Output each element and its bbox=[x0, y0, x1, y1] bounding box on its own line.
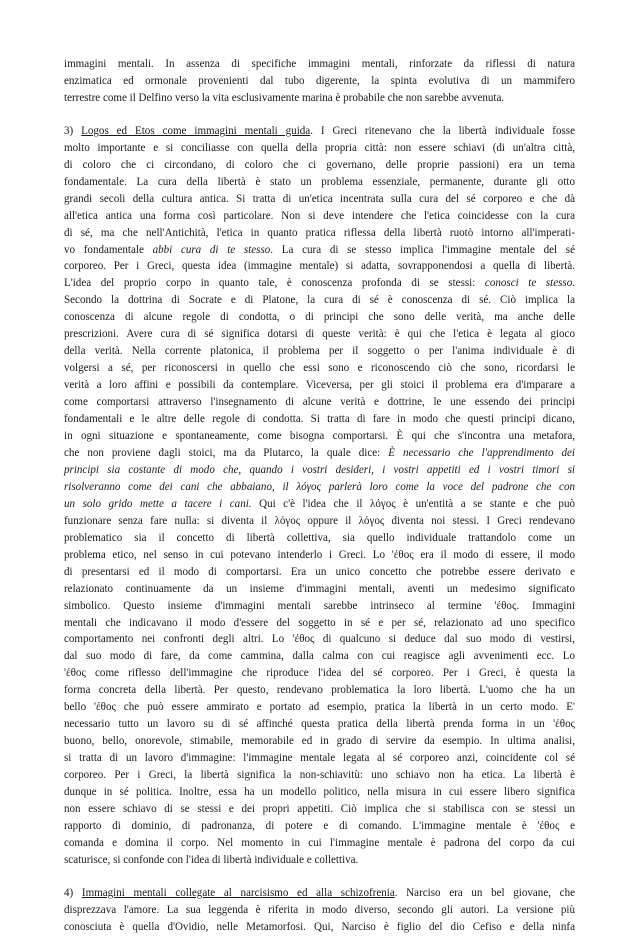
text-line bbox=[64, 445, 575, 462]
text-line: problematico sia il concetto di libertà collettiva, sia quello individuale trattandolo come un bbox=[64, 531, 575, 544]
text-line: come comportarsi attraverso l'insegnamento di alcune verità e dottrine, le une essendo dei principi bbox=[64, 396, 575, 409]
text-line: si tratta di un lavoro d'immagine: l'immagine mentale legata al sé corporeo anzi, coincidente col sé bbox=[64, 752, 575, 765]
text-line: molto importante e si conciliasse con quella della propria città: non essere schiavi (di un'altra città, bbox=[64, 141, 575, 154]
text-line: in ogni situazione e spontaneamente, come bisogna comportarsi. È qui che s'incontra una metafora, bbox=[64, 430, 575, 443]
text-line: principi sia costante di modo che, quando i vostri desideri, i vostri appetiti ed i vostri timori si bbox=[64, 463, 575, 476]
intro-paragraph bbox=[64, 56, 575, 107]
text-line: fondamentale. La cura della libertà è stato un problema essenziale, permanente, durante gli otto bbox=[64, 175, 575, 188]
text-line: comportamento nei confronti degli altri. Lo 'έθος di qualcuno si deduce dal suo modo di vestirsi, bbox=[64, 633, 575, 646]
text-line bbox=[64, 885, 575, 902]
text-line: Secondo la dottrina di Socrate e di Platone, la cura di sé è conoscenza di sé. Ciò implica la bbox=[64, 294, 575, 307]
text-line: corporeo. Per i Greci, la libertà significa la non-schiavitù: uno schiavo non ha etica. La libertà è bbox=[64, 769, 575, 782]
text-line bbox=[64, 242, 575, 259]
text-line: relazionato continuamente da un insieme d'immagini mentali, aventi un medesimo significato bbox=[64, 582, 575, 595]
text-line: funzionare senza fare nulla: si diventa il λόγος oppure il λόγος diventa noi stessi. I Greci rendevano bbox=[64, 514, 575, 527]
text-line: mentali che indicavano il modo d'essere del soggetto in sé e per sé, relazionato ad uno specifico bbox=[64, 616, 575, 629]
text-line: volgersi a sé, per riconoscersi in quello che essi sono e riconoscendo ciò che sono, ricordarsi le bbox=[64, 362, 575, 375]
text-run: . La cura di se stesso implica l'immagine mentale del sé bbox=[270, 243, 575, 256]
text-line: enzimatica ed ormonale provenienti dal tubo digerente, la spinta evolutiva di un mammifero bbox=[64, 74, 575, 87]
text-run: . Narciso era un bel giovane, che bbox=[394, 886, 576, 899]
text-line: buono, bello, onorevole, stimabile, memorabile ed in grado di servire da esempio. In ultima analisi, bbox=[64, 735, 575, 748]
text-run: vo fondamentale bbox=[64, 243, 153, 256]
text-line: conoscenza di alcune regole di condotta, o di principi che sono delle verità, ma anche delle bbox=[64, 311, 575, 324]
text-line: all'etica antica una forma così particolare. Non si deve intendere che l'etica coincidesse con la cura bbox=[64, 209, 575, 222]
text-run: Qui c'è l'idea che il λόγος è un'entità a se stante e che può bbox=[251, 497, 575, 510]
section-3-heading: Logos ed Etos come immagini mentali guida bbox=[81, 124, 311, 137]
text-line: 'έθος come riflesso dell'immagine che riproduce l'idea del sé corporeo. Per i Greci, è questa la bbox=[64, 667, 575, 680]
text-line: verità a loro affini e possibili da contemplare. Viceversa, per gli stoici il problema era d'imparare a bbox=[64, 379, 575, 392]
text-line: terrestre come il Delfino verso la vita esclusivamente marina è probabile che non sarebbe avvenuta. bbox=[64, 91, 505, 104]
italic-phrase: È necessario che l'apprendimento dei bbox=[388, 446, 575, 459]
text-line: comanda e domina il corpo. Nel momento in cui l'immagine mentale è padrona del corpo da cui bbox=[64, 836, 575, 849]
document-page bbox=[64, 56, 575, 936]
italic-phrase: conosci te stesso. bbox=[484, 277, 575, 290]
text-line: della verità. Nella corrente platonica, il problema per il soggetto o per l'anima individuale è di bbox=[64, 345, 575, 358]
section-3-number: 3) bbox=[64, 124, 82, 137]
text-line: simbolico. Questo insieme d'immagini mentali sarebbe intrinseco al termine 'έθος. Immagini bbox=[64, 599, 575, 612]
text-line: corporeo. Per i Greci, questa idea (immagine mentale) si adatta, sovrapponendosi a quella di libertà. bbox=[64, 260, 575, 273]
text-line: dunque in sé politica. Inoltre, essa ha un modello politico, nella misura in cui essere libero significa bbox=[64, 786, 575, 799]
text-line: problema etico, nel senso in cui potevano intenderlo i Greci. Lo 'έθος era il modo di essere, il modo bbox=[64, 548, 575, 561]
text-line: non essere schiavo di se stessi e dei propri appetiti. Ciò implica che si stabilisca con se stessi un bbox=[64, 802, 575, 815]
section-4-paragraph bbox=[64, 885, 575, 936]
text-line: scaturisce, si confonde con l'idea di libertà individuale e collettiva. bbox=[64, 853, 359, 866]
text-run: . I Greci ritenevano che la libertà individuale fosse bbox=[310, 124, 576, 137]
text-line: disprezzava l'amore. La sua leggenda è riferita in modo diverso, secondo gli autori. La versione più bbox=[64, 903, 575, 916]
italic-phrase: un solo grido mette a tacere i cani. bbox=[64, 497, 252, 510]
text-line: prescrizioni. Avere cura di sé significa dotarsi di queste verità: è qui che l'etica è legata al gioco bbox=[64, 328, 575, 341]
text-line: immagini mentali. In assenza di specifiche immagini mentali, rinforzate da riflessi di natura bbox=[64, 58, 575, 70]
text-line: di presentarsi ed il modo di comportarsi. Era un unico concetto che potrebbe essere derivato e bbox=[64, 565, 575, 578]
section-3-paragraph bbox=[64, 123, 575, 869]
text-line: rapporto di dominio, di padronanza, di potere e di comando. L'immagine mentale è 'έθος e bbox=[64, 819, 575, 832]
text-line: risolveranno come dei cani che abbaiano, il λόγος parlerà loro come la voce del padrone che con bbox=[64, 480, 575, 493]
text-line bbox=[64, 275, 575, 292]
text-line: fondamentali e le altre delle regole di condotta. Si tratta di fare in modo che questi principi dicano, bbox=[64, 413, 575, 426]
text-line: conosciuta è quella d'Ovidio, nelle Metamorfosi. Qui, Narciso è figlio del dio Cefiso e della ninfa bbox=[64, 920, 575, 933]
text-line bbox=[64, 123, 575, 140]
text-run: L'idea del proprio corpo in quanto tale, è conoscenza profonda di se stessi: bbox=[64, 277, 485, 290]
text-line: dal suo modo di fare, da come cammina, dalla calma con cui reagisce agli avvenimenti ecc. Lo bbox=[64, 650, 575, 663]
text-line: grandi secoli della cultura antica. Si tratta di un'etica incentrata sulla cura del sé corporeo e che dà bbox=[64, 192, 575, 205]
text-line: forma concreta della libertà. Per questo, rendevano problematica la loro libertà. L'uomo che ha un bbox=[64, 684, 575, 697]
italic-phrase: abbi cura di te stesso bbox=[152, 243, 271, 256]
text-line: di coloro che ci circondano, di coloro che ci governano, delle proprie passioni) era un tema bbox=[64, 158, 575, 171]
section-4-heading: Immagini mentali collegate al narcisismo ed alla schizofrenia bbox=[81, 886, 395, 899]
text-line bbox=[64, 496, 575, 513]
text-line: necessario tutto un lavoro su di sé affinché questa pratica della libertà prenda forma in un 'έθος bbox=[64, 718, 575, 731]
text-line: bello 'έθος che può essere ammirato e portato ad esempio, pratica la libertà in un certo modo. E' bbox=[64, 701, 575, 714]
text-line: di sé, ma che nell'Antichità, l'etica in quanto pratica riflessa della libertà ruotò intorno all'imperati- bbox=[64, 226, 575, 239]
text-run: che non proviene dagli stoici, ma da Plutarco, la quale dice: bbox=[64, 446, 389, 459]
section-4-number: 4) bbox=[64, 886, 82, 899]
